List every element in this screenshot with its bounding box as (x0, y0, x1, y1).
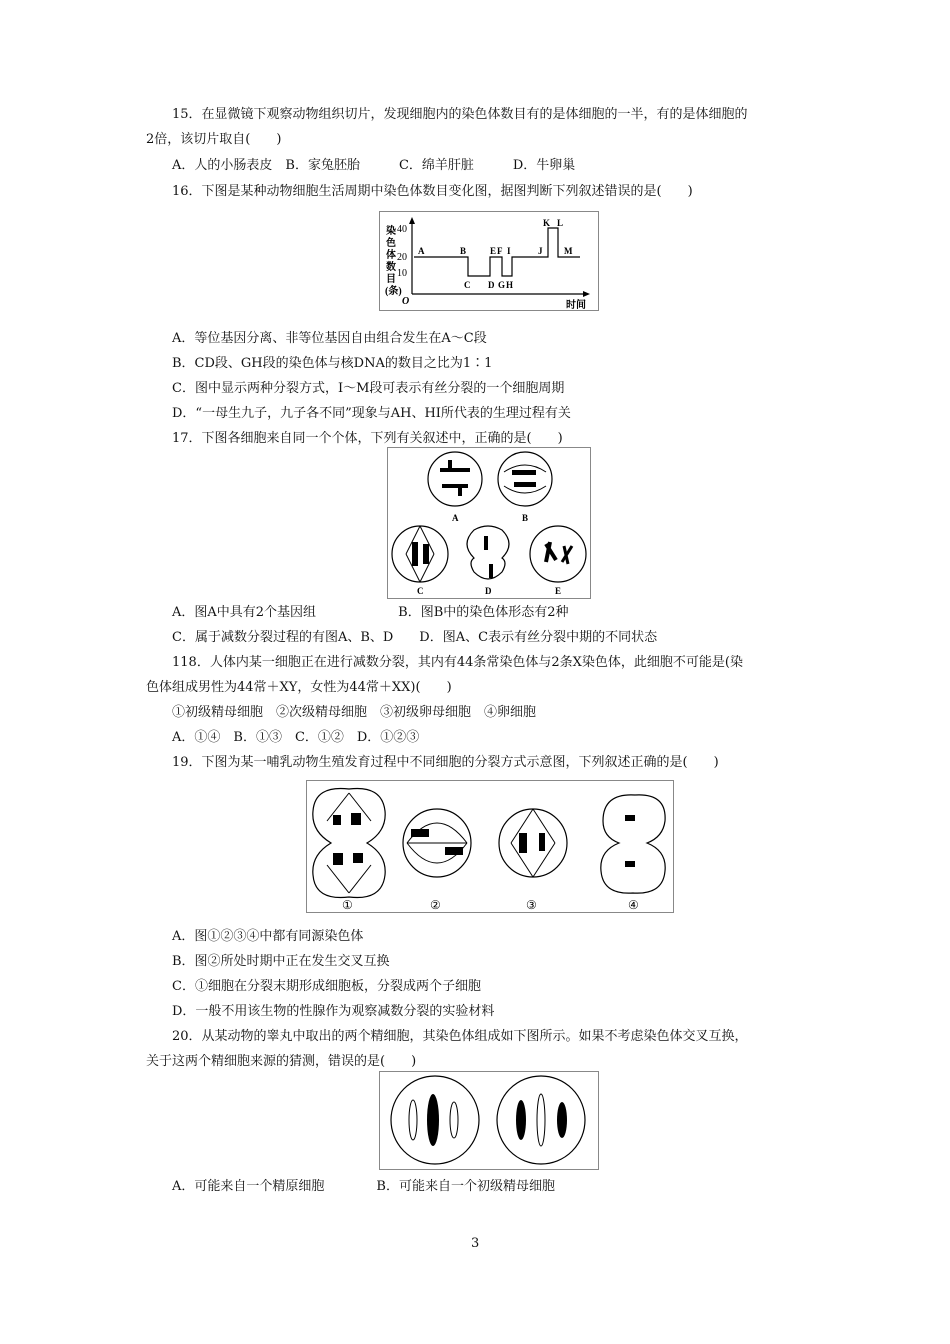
q16-option-a: A．等位基因分离、非等位基因自由组合发生在A～C段 (172, 331, 487, 346)
q17-cell-figure (387, 447, 591, 599)
q18-items: ①初级精母细胞 ②次级精母细胞 ③初级卵母细胞 ④卵细胞 (172, 705, 537, 720)
svg-text:C: C (464, 280, 471, 290)
svg-text:F: F (497, 246, 503, 256)
svg-text:(条): (条) (385, 286, 402, 297)
page-number: 3 (471, 1236, 480, 1251)
q19-option-d: D．一般不用该生物的性腺作为观察减数分裂的实验材料 (172, 1004, 495, 1019)
q20-sperm-cell-figure (379, 1071, 599, 1170)
svg-text:色: 色 (386, 238, 396, 249)
q19-label-1: ① (342, 898, 353, 912)
q20-stem-line1: 20．从某动物的睾丸中取出的两个精细胞，其染色体组成如下图所示。如果不考虑染色体交叉互换， (172, 1029, 748, 1044)
q16-option-c: C．图中显示两种分裂方式，I～M段可表示有丝分裂的一个细胞周期 (172, 381, 565, 396)
svg-text:A: A (418, 246, 425, 256)
q17-label-a: A (452, 513, 459, 523)
q17-options-ab: A．图A中具有2个基因组 B．图B中的染色体形态有2种 (172, 605, 569, 620)
svg-text:G: G (498, 280, 506, 290)
q19-label-2: ② (430, 898, 441, 912)
svg-text:体: 体 (386, 250, 396, 261)
q15-stem-line1: 15．在显微镜下观察动物组织切片，发现细胞内的染色体数目有的是体细胞的一半，有的是体细胞的 (172, 107, 748, 122)
q15-stem-line2: 2倍，该切片取自( ) (146, 132, 282, 147)
q19-cell-division-figure (306, 780, 674, 913)
q15-options: A．人的小肠表皮 B．家兔胚胎 C．绵羊肝脏 D．牛卵巢 (172, 158, 576, 173)
q17-label-d: D (485, 586, 492, 596)
q19-option-a: A．图①②③④中都有同源染色体 (172, 929, 364, 944)
q19-label-4: ④ (628, 898, 639, 912)
q16-option-b: B．CD段、GH段的染色体与核DNA的数目之比为1∶1 (172, 356, 493, 371)
svg-text:E: E (490, 246, 497, 256)
svg-text:H: H (506, 280, 514, 290)
q19-option-c: C．①细胞在分裂末期形成细胞板，分裂成两个子细胞 (172, 979, 481, 994)
q19-label-3: ③ (526, 898, 537, 912)
svg-text:L: L (557, 218, 564, 228)
svg-text:M: M (564, 246, 573, 256)
q18-options: A．①④ B．①③ C．①② D．①②③ (172, 730, 420, 745)
svg-text:数: 数 (386, 262, 396, 273)
svg-text:目: 目 (386, 274, 396, 285)
svg-text:D: D (488, 280, 495, 290)
q16-ytick-10: 10 (397, 268, 407, 279)
svg-text:J: J (538, 246, 543, 256)
svg-text:K: K (543, 218, 551, 228)
q17-label-b: B (522, 513, 529, 523)
svg-text:I: I (507, 246, 511, 256)
q17-label-c: C (417, 586, 424, 596)
q16-origin-label: O (402, 296, 410, 307)
q16-chromosome-number-chart (379, 211, 599, 311)
q17-stem: 17．下图各细胞来自同一个个体，下列有关叙述中，正确的是( ) (172, 431, 563, 446)
q19-option-b: B．图②所处时期中正在发生交叉互换 (172, 954, 390, 969)
q17-options-cd: C．属于减数分裂过程的有图A、B、D D．图A、C表示有丝分裂中期的不同状态 (172, 630, 658, 645)
q16-stem: 16．下图是某种动物细胞生活周期中染色体数目变化图，据图判断下列叙述错误的是( ) (172, 184, 693, 199)
q16-ylabel-1: 染 (386, 226, 396, 237)
q20-options-ab: A．可能来自一个精原细胞 B．可能来自一个初级精母细胞 (172, 1179, 555, 1194)
q16-ytick-40: 40 (397, 224, 407, 235)
q19-stem: 19．下图为某一哺乳动物生殖发育过程中不同细胞的分裂方式示意图，下列叙述正确的是( ) (172, 755, 719, 770)
q16-option-d: D．“一母生九子，九子各不同”现象与AH、HI所代表的生理过程有关 (172, 406, 571, 421)
q18-stem-line2: 色体组成男性为44常＋XY，女性为44常＋XX)( ) (146, 680, 452, 695)
q16-xlabel: 时间 (566, 300, 586, 310)
svg-text:B: B (460, 246, 467, 256)
q17-label-e: E (555, 586, 562, 596)
q18-stem-line1: 118．人体内某一细胞正在进行减数分裂，其内有44条常染色体与2条X染色体，此细胞不可能是(染 (172, 655, 743, 670)
q20-stem-line2: 关于这两个精细胞来源的猜测，错误的是( ) (146, 1054, 417, 1069)
q16-ytick-20: 20 (397, 252, 407, 263)
